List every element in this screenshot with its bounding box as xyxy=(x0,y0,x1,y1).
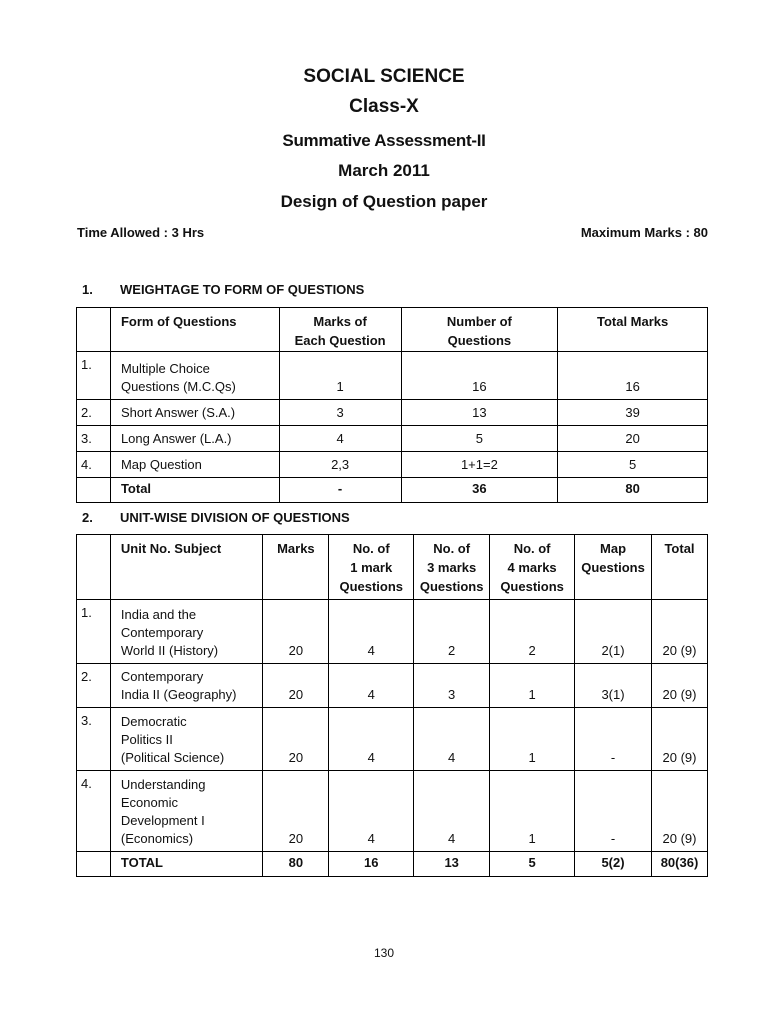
marks-cell: 1 xyxy=(279,352,401,400)
total-cell: 20 (9) xyxy=(652,664,708,708)
subject-cell xyxy=(110,600,263,664)
header-line: No. of 1 mark Questions xyxy=(339,541,404,594)
map-cell: - xyxy=(575,708,652,771)
header-cell xyxy=(414,535,490,600)
total-cell: 39 xyxy=(558,400,708,426)
maximum-marks: Maximum Marks : 80 xyxy=(580,225,708,240)
subject-cell xyxy=(110,664,263,708)
class-heading: Class-X xyxy=(349,96,419,117)
four-marks-cell: 1 xyxy=(490,708,575,771)
total-row xyxy=(77,478,708,503)
four-marks-cell: 2 xyxy=(490,600,575,664)
map-cell: 5(2) xyxy=(575,852,652,877)
serial-cell: 4. xyxy=(77,771,111,852)
total-row xyxy=(77,852,708,877)
unit-wise-table xyxy=(76,534,708,877)
header-cell xyxy=(279,308,401,352)
three-marks-cell: 3 xyxy=(414,664,490,708)
header-cell xyxy=(490,535,575,600)
serial-cell: 4. xyxy=(77,452,111,478)
assessment-heading: Summative Assessment-II xyxy=(282,131,486,150)
serial-cell: 3. xyxy=(77,708,111,771)
design-heading: Design of Question paper xyxy=(280,192,488,211)
table-header-row xyxy=(77,535,708,600)
header-cell: Form of Questions xyxy=(110,308,279,352)
four-marks-cell: 1 xyxy=(490,771,575,852)
marks-cell: 20 xyxy=(263,664,329,708)
total-cell: 20 (9) xyxy=(652,771,708,852)
header-cell xyxy=(401,308,558,352)
table-row xyxy=(77,452,708,478)
number-cell: 16 xyxy=(401,352,558,400)
subject-text: India and the Contemporary World II (History) xyxy=(120,607,219,658)
one-mark-cell: 4 xyxy=(329,708,414,771)
document-title: SOCIAL SCIENCE xyxy=(303,66,465,87)
table-row xyxy=(77,400,708,426)
total-cell: 80 xyxy=(558,478,708,503)
one-mark-cell: 4 xyxy=(329,664,414,708)
table-row xyxy=(77,600,708,664)
one-mark-cell: 4 xyxy=(329,771,414,852)
total-cell: 20 xyxy=(558,426,708,452)
serial-cell: 2. xyxy=(77,400,111,426)
table-row xyxy=(77,426,708,452)
serial-cell: 1. xyxy=(77,600,111,664)
serial-cell xyxy=(77,478,111,503)
map-cell: 3(1) xyxy=(575,664,652,708)
header-cell xyxy=(77,535,111,600)
number-cell: 36 xyxy=(401,478,558,503)
map-cell: - xyxy=(575,771,652,852)
number-cell: 1+1=2 xyxy=(401,452,558,478)
marks-cell: 2,3 xyxy=(279,452,401,478)
marks-cell: 80 xyxy=(263,852,329,877)
marks-cell: 20 xyxy=(263,600,329,664)
header-line: Number of Questions xyxy=(446,314,512,348)
subject-text: Contemporary India II (Geography) xyxy=(120,669,237,702)
marks-cell: 20 xyxy=(263,771,329,852)
header-cell xyxy=(329,535,414,600)
total-cell: 20 (9) xyxy=(652,600,708,664)
subject-text: Democratic Politics II (Political Science) xyxy=(120,714,225,765)
form-cell: Long Answer (L.A.) xyxy=(110,426,279,452)
table-row xyxy=(77,352,708,400)
number-cell: 5 xyxy=(401,426,558,452)
weightage-table xyxy=(76,307,708,503)
header-cell: Marks xyxy=(263,535,329,600)
three-marks-cell: 13 xyxy=(414,852,490,877)
section-title: UNIT-WISE DIVISION OF QUESTIONS xyxy=(120,510,350,525)
four-marks-cell: 5 xyxy=(490,852,575,877)
form-cell: Map Question xyxy=(110,452,279,478)
total-label: Total xyxy=(110,478,279,503)
header-cell: Unit No. Subject xyxy=(110,535,263,600)
one-mark-cell: 4 xyxy=(329,600,414,664)
table-row xyxy=(77,664,708,708)
three-marks-cell: 4 xyxy=(414,771,490,852)
table-row xyxy=(77,771,708,852)
one-mark-cell: 16 xyxy=(329,852,414,877)
header-cell: Total Marks xyxy=(558,308,708,352)
header-line: No. of 3 marks Questions xyxy=(419,541,484,594)
form-text: Multiple Choice Questions (M.C.Qs) xyxy=(120,361,236,394)
subject-text: Understanding Economic Development I (Economics) xyxy=(120,777,206,846)
table-row xyxy=(77,708,708,771)
header-cell xyxy=(575,535,652,600)
total-cell: 80(36) xyxy=(652,852,708,877)
four-marks-cell: 1 xyxy=(490,664,575,708)
serial-cell: 1. xyxy=(77,352,111,400)
total-cell: 5 xyxy=(558,452,708,478)
section-title: WEIGHTAGE TO FORM OF QUESTIONS xyxy=(120,282,365,297)
header-cell xyxy=(77,308,111,352)
section-number: 2. xyxy=(82,510,93,525)
number-cell: 13 xyxy=(401,400,558,426)
section-number: 1. xyxy=(82,282,93,297)
serial-cell xyxy=(77,852,111,877)
marks-cell: 20 xyxy=(263,708,329,771)
serial-cell: 3. xyxy=(77,426,111,452)
subject-cell xyxy=(110,708,263,771)
header-line: Marks of Each Question xyxy=(294,314,386,348)
marks-cell: - xyxy=(279,478,401,503)
page-number: 130 xyxy=(373,946,395,960)
total-label: TOTAL xyxy=(110,852,263,877)
form-cell xyxy=(110,352,279,400)
three-marks-cell: 2 xyxy=(414,600,490,664)
subject-cell xyxy=(110,771,263,852)
marks-cell: 4 xyxy=(279,426,401,452)
total-cell: 20 (9) xyxy=(652,708,708,771)
header-line: Map Questions xyxy=(581,541,645,575)
header-line: No. of 4 marks Questions xyxy=(500,541,564,594)
three-marks-cell: 4 xyxy=(414,708,490,771)
header-cell: Total xyxy=(652,535,708,600)
marks-cell: 3 xyxy=(279,400,401,426)
date-heading: March 2011 xyxy=(338,161,430,180)
table-header-row xyxy=(77,308,708,352)
form-cell: Short Answer (S.A.) xyxy=(110,400,279,426)
map-cell: 2(1) xyxy=(575,600,652,664)
time-allowed: Time Allowed : 3 Hrs xyxy=(77,225,205,240)
total-cell: 16 xyxy=(558,352,708,400)
serial-cell: 2. xyxy=(77,664,111,708)
